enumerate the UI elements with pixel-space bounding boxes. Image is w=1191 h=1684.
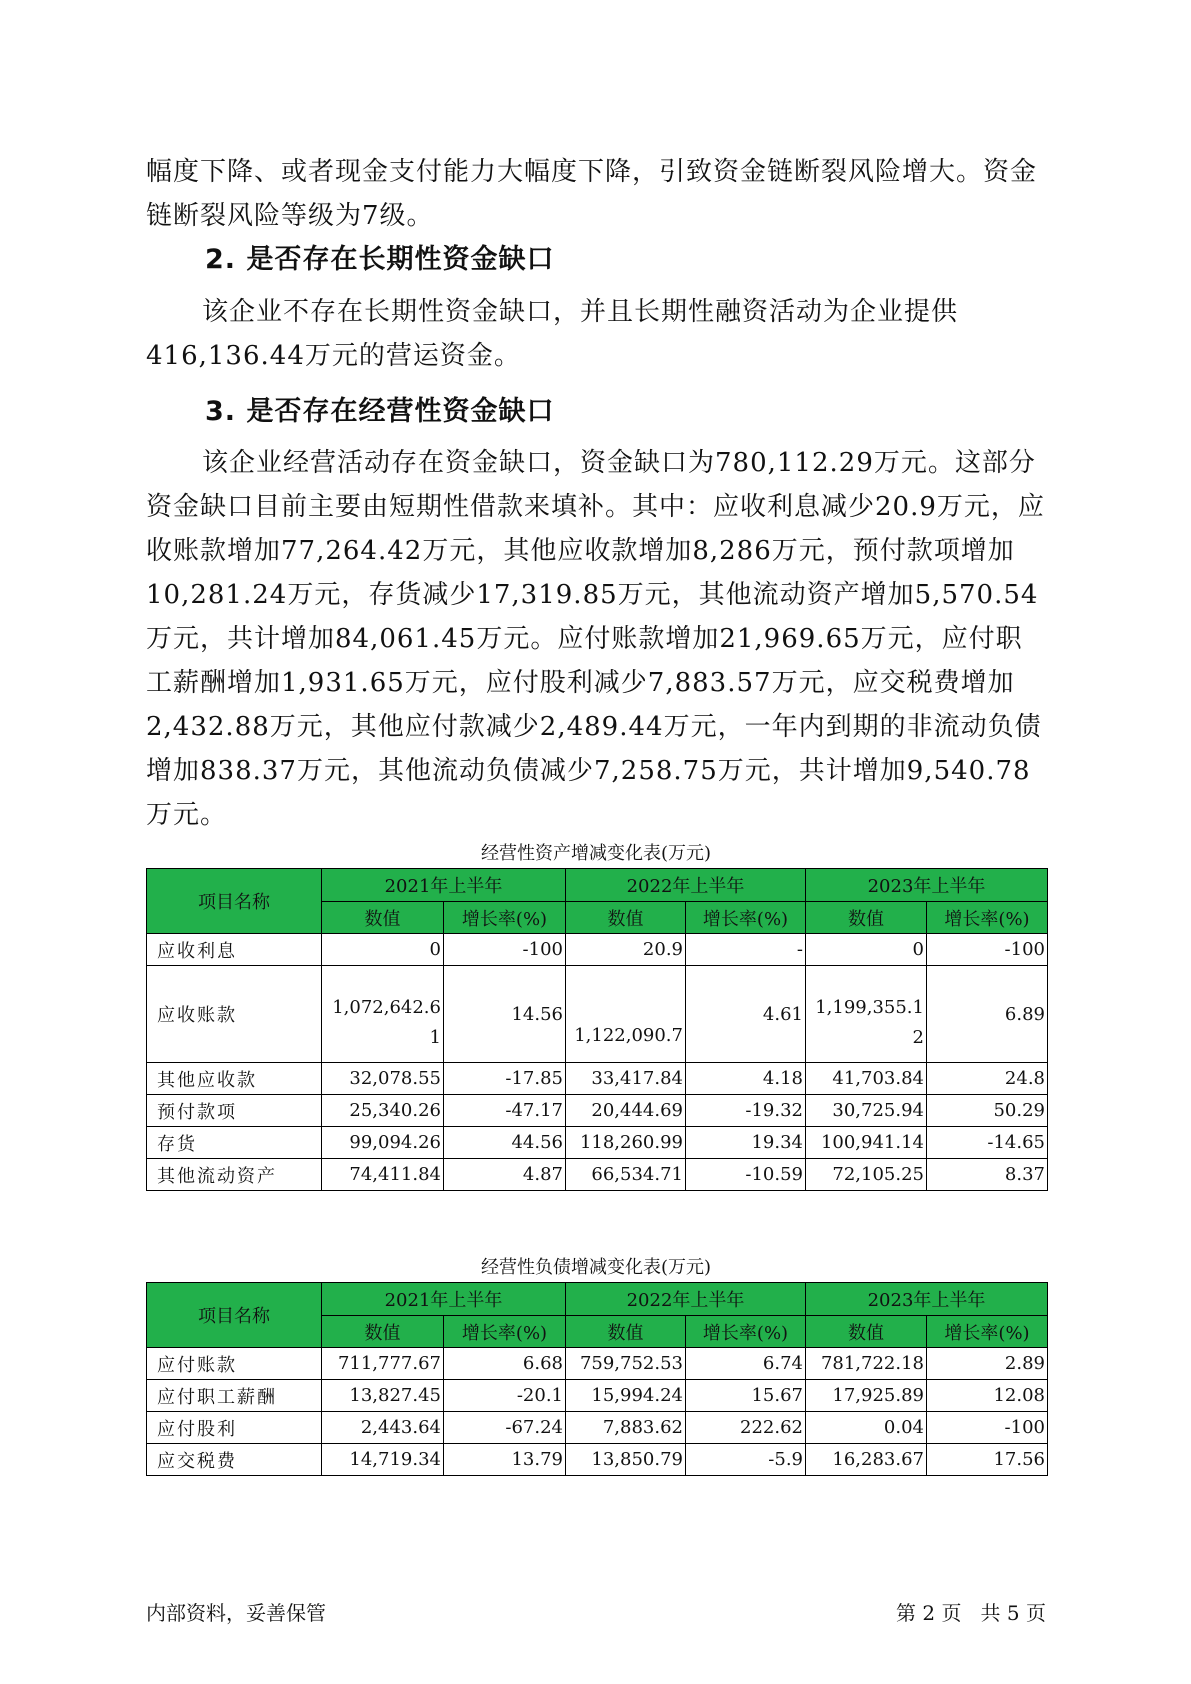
cell-rate: 222.62 bbox=[686, 1412, 806, 1444]
table-row bbox=[147, 1127, 1048, 1159]
table2-header-value: 数值 bbox=[566, 1316, 686, 1348]
cell-rate: -5.9 bbox=[686, 1444, 806, 1476]
cell-value: 17,925.89 bbox=[806, 1380, 927, 1412]
heading-operating-gap: 3. 是否存在经营性资金缺口 bbox=[205, 396, 555, 427]
cell-value: 25,340.26 bbox=[322, 1095, 444, 1127]
table-row bbox=[147, 1412, 1048, 1444]
cell-rate: -67.24 bbox=[444, 1412, 566, 1444]
cell-rate: 6.74 bbox=[686, 1348, 806, 1380]
cell-rate: 17.56 bbox=[927, 1444, 1048, 1476]
operating-liabilities-table bbox=[146, 1282, 1048, 1476]
table2-header-period-2022: 2022年上半年 bbox=[566, 1283, 806, 1316]
table-row bbox=[147, 1159, 1048, 1191]
cell-rate: -10.59 bbox=[686, 1159, 806, 1191]
cell-rate: 14.56 bbox=[444, 966, 566, 1063]
cell-rate: 6.89 bbox=[927, 966, 1048, 1063]
cell-rate: 19.34 bbox=[686, 1127, 806, 1159]
row-label: 其他流动资产 bbox=[147, 1159, 322, 1191]
cell-value: 2,443.64 bbox=[322, 1412, 444, 1444]
cell-value: 759,752.53 bbox=[566, 1348, 686, 1380]
cell-value: 33,417.84 bbox=[566, 1063, 686, 1095]
cell-rate: 4.87 bbox=[444, 1159, 566, 1191]
cell-rate: 4.61 bbox=[686, 966, 806, 1063]
cell-value: 1,122,090.7 bbox=[566, 966, 686, 1063]
paragraph-risk-level: 幅度下降、或者现金支付能力大幅度下降，引致资金链断裂风险增大。资金链断裂风险等级为7级。 bbox=[146, 157, 1038, 231]
cell-value: 32,078.55 bbox=[322, 1063, 444, 1095]
table2-header-item: 项目名称 bbox=[147, 1283, 322, 1348]
paragraph-long-term-gap: 该企业不存在长期性资金缺口，并且长期性融资活动为企业提供416,136.44万元的营运资金。 bbox=[146, 297, 959, 371]
table-row bbox=[147, 1095, 1048, 1127]
cell-value: 14,719.34 bbox=[322, 1444, 444, 1476]
row-label: 应付账款 bbox=[147, 1348, 322, 1380]
table2-header-value: 数值 bbox=[322, 1316, 444, 1348]
cell-rate: -47.17 bbox=[444, 1095, 566, 1127]
table-row bbox=[147, 1444, 1048, 1476]
table1-header-value: 数值 bbox=[322, 902, 444, 934]
heading-long-term-gap: 2. 是否存在长期性资金缺口 bbox=[205, 244, 555, 275]
cell-value: 16,283.67 bbox=[806, 1444, 927, 1476]
table2-header-period-2021: 2021年上半年 bbox=[322, 1283, 566, 1316]
operating-assets-table bbox=[146, 868, 1048, 1191]
cell-rate: -100 bbox=[444, 934, 566, 966]
table1-header-item: 项目名称 bbox=[147, 869, 322, 934]
cell-value: 13,850.79 bbox=[566, 1444, 686, 1476]
row-label: 其他应收款 bbox=[147, 1063, 322, 1095]
cell-value: 711,777.67 bbox=[322, 1348, 444, 1380]
table1-header-rate: 增长率(%) bbox=[686, 902, 806, 934]
cell-rate: 8.37 bbox=[927, 1159, 1048, 1191]
cell-value: 0.04 bbox=[806, 1412, 927, 1444]
table1-header-period-2023: 2023年上半年 bbox=[806, 869, 1048, 902]
table1-header-period-2021: 2021年上半年 bbox=[322, 869, 566, 902]
cell-value: 7,883.62 bbox=[566, 1412, 686, 1444]
table1-header-value: 数值 bbox=[806, 902, 927, 934]
cell-rate: 24.8 bbox=[927, 1063, 1048, 1095]
row-label: 应收利息 bbox=[147, 934, 322, 966]
cell-value: 1,072,642.61 bbox=[322, 966, 444, 1063]
table1-header-period-2022: 2022年上半年 bbox=[566, 869, 806, 902]
cell-value: 74,411.84 bbox=[322, 1159, 444, 1191]
paragraph-operating-gap: 该企业经营活动存在资金缺口，资金缺口为780,112.29万元。这部分资金缺口目前主要由短期性借款来填补。其中：应收利息减少20.9万元，应收账款增加77,264.42万元，其他应收款增加8,286万元，预付款项增加10,281.24万元，存货减少17,319.85万元，其他流动资产增加5,570.54万元，共计增加84,061.45万元。应付账款增加21,969.65万元，应付职工薪酬增加1,931.65万元，应付股利减少7,883.57万元，应交税费增加2,432.88万元，其他应付款减少2,489.44万元，一年内到期的非流动负债增加838.37万元，其他流动负债减少7,258.75万元，共计增加9,540.78万元。 bbox=[146, 448, 1045, 830]
table2-header-rate: 增长率(%) bbox=[927, 1316, 1048, 1348]
cell-rate: 6.68 bbox=[444, 1348, 566, 1380]
cell-value: 13,827.45 bbox=[322, 1380, 444, 1412]
row-label: 应交税费 bbox=[147, 1444, 322, 1476]
cell-rate: 44.56 bbox=[444, 1127, 566, 1159]
cell-value: 99,094.26 bbox=[322, 1127, 444, 1159]
cell-rate: 13.79 bbox=[444, 1444, 566, 1476]
cell-rate: 12.08 bbox=[927, 1380, 1048, 1412]
cell-value: 66,534.71 bbox=[566, 1159, 686, 1191]
cell-value: 781,722.18 bbox=[806, 1348, 927, 1380]
table-row bbox=[147, 934, 1048, 966]
row-label: 应收账款 bbox=[147, 966, 322, 1063]
cell-value: 1,199,355.12 bbox=[806, 966, 927, 1063]
table-row bbox=[147, 1380, 1048, 1412]
cell-value: 118,260.99 bbox=[566, 1127, 686, 1159]
cell-rate: -19.32 bbox=[686, 1095, 806, 1127]
table2-header-value: 数值 bbox=[806, 1316, 927, 1348]
cell-rate: 4.18 bbox=[686, 1063, 806, 1095]
cell-rate: 15.67 bbox=[686, 1380, 806, 1412]
table1-header-rate: 增长率(%) bbox=[927, 902, 1048, 934]
table1-caption: 经营性资产增减变化表(万元) bbox=[480, 843, 712, 864]
cell-rate: -100 bbox=[927, 1412, 1048, 1444]
cell-rate: -100 bbox=[927, 934, 1048, 966]
table-row bbox=[147, 966, 1048, 1063]
cell-value: 20,444.69 bbox=[566, 1095, 686, 1127]
cell-value: 0 bbox=[322, 934, 444, 966]
table2-header-period-2023: 2023年上半年 bbox=[806, 1283, 1048, 1316]
cell-value: 30,725.94 bbox=[806, 1095, 927, 1127]
cell-rate: - bbox=[686, 934, 806, 966]
table2-header-rate: 增长率(%) bbox=[444, 1316, 566, 1348]
row-label: 存货 bbox=[147, 1127, 322, 1159]
row-label: 应付职工薪酬 bbox=[147, 1380, 322, 1412]
cell-value: 72,105.25 bbox=[806, 1159, 927, 1191]
cell-value: 100,941.14 bbox=[806, 1127, 927, 1159]
table1-header-value: 数值 bbox=[566, 902, 686, 934]
cell-value: 0 bbox=[806, 934, 927, 966]
table2-caption: 经营性负债增减变化表(万元) bbox=[480, 1257, 712, 1278]
cell-rate: 50.29 bbox=[927, 1095, 1048, 1127]
cell-rate: 2.89 bbox=[927, 1348, 1048, 1380]
cell-value: 15,994.24 bbox=[566, 1380, 686, 1412]
row-label: 预付款项 bbox=[147, 1095, 322, 1127]
footer-page-number: 第 2 页 共 5 页 bbox=[896, 1601, 1046, 1625]
cell-value: 20.9 bbox=[566, 934, 686, 966]
table2-header-rate: 增长率(%) bbox=[686, 1316, 806, 1348]
table-row bbox=[147, 1348, 1048, 1380]
cell-rate: -17.85 bbox=[444, 1063, 566, 1095]
cell-value: 41,703.84 bbox=[806, 1063, 927, 1095]
footer-confidential-note: 内部资料，妥善保管 bbox=[146, 1601, 326, 1625]
cell-rate: -20.1 bbox=[444, 1380, 566, 1412]
cell-rate: -14.65 bbox=[927, 1127, 1048, 1159]
table-row bbox=[147, 1063, 1048, 1095]
row-label: 应付股利 bbox=[147, 1412, 322, 1444]
table1-header-rate: 增长率(%) bbox=[444, 902, 566, 934]
